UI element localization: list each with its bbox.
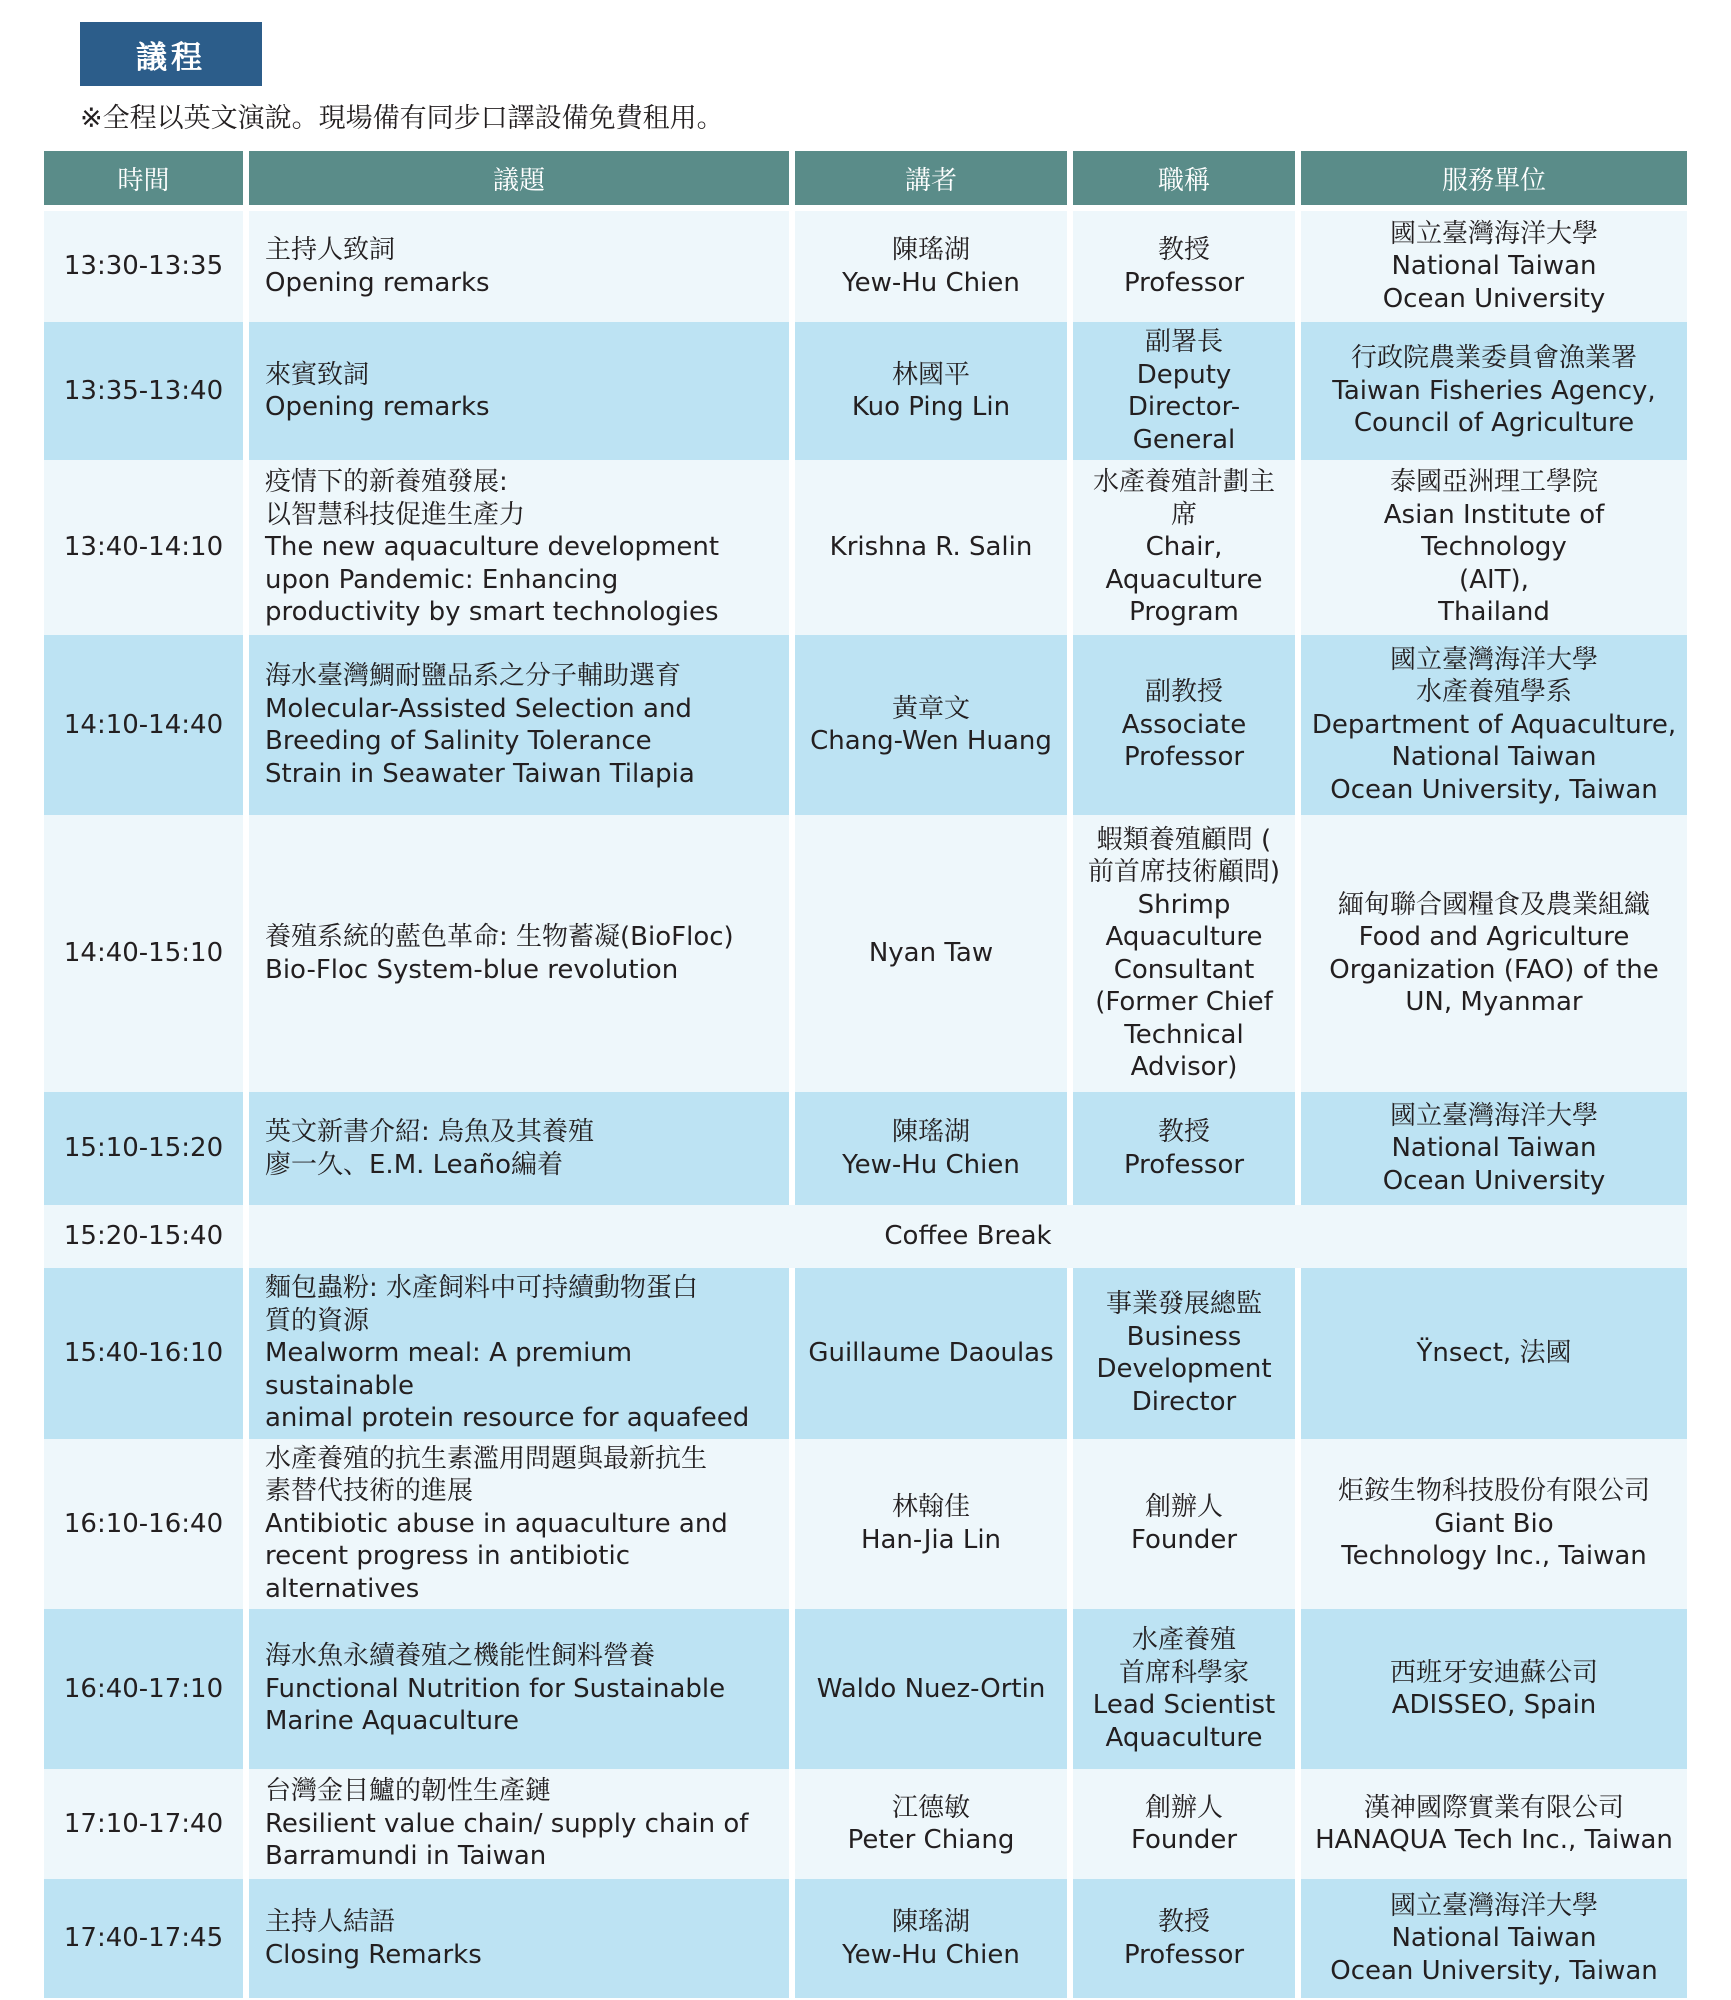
agenda-row (44, 1092, 1687, 1205)
topic-line: Resilient value chain/ supply chain of (265, 1808, 749, 1839)
topic-cell (249, 815, 789, 1092)
time-cell: 15:10-15:20 (44, 1092, 243, 1205)
speaker-cell (795, 815, 1067, 1092)
col-header-topic: 議題 (249, 151, 789, 211)
organization-line: 緬甸聯合國糧食及農業組織 (1337, 889, 1650, 920)
topic-line: Closing Remarks (265, 1939, 482, 1970)
speaker-cell (795, 211, 1067, 322)
topic-line: Marine Aquaculture (265, 1706, 520, 1737)
agenda-row (44, 1268, 1687, 1439)
agenda-row (44, 460, 1687, 635)
job-title-line: Business (1126, 1321, 1242, 1352)
topic-line: 素替代技術的進展 (265, 1476, 474, 1506)
job-title-line: 創辦人 (1144, 1492, 1223, 1523)
speaker-line: Nyan Taw (868, 938, 994, 969)
organization-line: 炬銨生物科技股份有限公司 (1337, 1476, 1650, 1506)
agenda-row (44, 1609, 1687, 1769)
speaker-line: Yew-Hu Chien (842, 267, 1020, 298)
organization-line: Organization (FAO) of the (1329, 954, 1659, 985)
job-title-cell (1073, 460, 1295, 635)
organization-cell (1301, 1439, 1687, 1610)
topic-line: Molecular-Assisted Selection and (265, 693, 692, 724)
organization-cell (1301, 211, 1687, 322)
organization-line: 水產養殖學系 (1415, 677, 1572, 708)
job-title-line: Shrimp (1137, 889, 1231, 920)
organization-line: 泰國亞洲理工學院 (1389, 467, 1598, 498)
speaker-line: Yew-Hu Chien (842, 1939, 1020, 1970)
organization-line: Technology (1421, 532, 1567, 563)
organization-line: National Taiwan (1391, 742, 1597, 773)
job-title-line: 副署長 (1144, 327, 1223, 357)
job-title-line: Aquaculture (1105, 1722, 1263, 1753)
organization-line: Food and Agriculture (1358, 922, 1630, 952)
topic-line: animal protein resource for aquafeed (265, 1403, 750, 1433)
job-title-line: 事業發展總監 (1105, 1289, 1262, 1320)
organization-cell (1301, 1092, 1687, 1205)
organization-line: ADISSEO, Spain (1391, 1690, 1597, 1720)
speaker-line: Peter Chiang (847, 1825, 1015, 1855)
speaker-line: Krishna R. Salin (829, 532, 1033, 563)
agenda-row (44, 322, 1687, 460)
section-heading: 議程 (80, 22, 262, 86)
job-title-line: 水產養殖 (1131, 1625, 1236, 1655)
organization-line: HANAQUA Tech Inc., Taiwan (1315, 1825, 1673, 1855)
speaker-line: 林翰佳 (891, 1492, 970, 1523)
speaker-line: Han-Jia Lin (860, 1524, 1002, 1555)
organization-line: 國立臺灣海洋大學 (1389, 218, 1598, 249)
topic-cell (249, 1609, 789, 1769)
organization-line: Ocean University, Taiwan (1330, 774, 1658, 805)
job-title-line: Aquaculture (1105, 564, 1263, 595)
agenda-table (38, 151, 1693, 1998)
agenda-row (44, 1205, 1687, 1268)
time-cell: 13:40-14:10 (44, 460, 243, 635)
organization-line: Asian Institute of (1383, 499, 1605, 530)
topic-line: upon Pandemic: Enhancing (265, 564, 619, 595)
agenda-row (44, 815, 1687, 1092)
topic-line: Opening remarks (265, 267, 490, 298)
time-cell: 13:35-13:40 (44, 322, 243, 460)
job-title-cell (1073, 1609, 1295, 1769)
job-title-cell (1073, 815, 1295, 1092)
job-title-line: Development (1096, 1354, 1272, 1385)
organization-line: Giant Bio (1434, 1508, 1554, 1539)
topic-cell (249, 211, 789, 322)
speaker-line: Guillaume Daoulas (808, 1338, 1054, 1368)
organization-cell (1301, 815, 1687, 1092)
topic-cell (249, 322, 789, 460)
job-title-line: Director-General (1127, 392, 1241, 455)
job-title-line: Associate (1121, 709, 1247, 740)
organization-line: 西班牙安迪蘇公司 (1389, 1657, 1598, 1688)
speaker-line: 陳瑤湖 (891, 235, 970, 265)
organization-line: Ocean University, Taiwan (1330, 1955, 1658, 1986)
coffee-break-cell: Coffee Break (249, 1205, 1687, 1268)
job-title-line: Professor (1123, 267, 1245, 298)
time-cell: 16:10-16:40 (44, 1439, 243, 1610)
topic-line: Functional Nutrition for Sustainable (265, 1673, 726, 1704)
speaker-cell (795, 322, 1067, 460)
time-cell: 15:40-16:10 (44, 1268, 243, 1439)
job-title-cell (1073, 1092, 1295, 1205)
topic-cell (249, 635, 789, 815)
time-cell: 14:40-15:10 (44, 815, 243, 1092)
topic-line: 廖一久、E.M. Leaño編着 (265, 1149, 563, 1180)
job-title-line: Consultant (1113, 954, 1255, 985)
interpretation-note: ※全程以英文演說。現場備有同步口譯設備免費租用。 (80, 103, 724, 134)
speaker-cell (795, 1769, 1067, 1879)
job-title-cell (1073, 322, 1295, 460)
organization-line: 漢神國際實業有限公司 (1363, 1792, 1624, 1823)
time-cell: 14:10-14:40 (44, 635, 243, 815)
organization-cell (1301, 1268, 1687, 1439)
job-title-line: (Former Chief (1095, 987, 1273, 1017)
topic-line: 以智慧科技促進生產力 (265, 499, 526, 530)
topic-line: Antibiotic abuse in aquaculture and (265, 1508, 728, 1539)
agenda-row (44, 1439, 1687, 1610)
organization-line: Department of Aquaculture, (1311, 709, 1677, 740)
speaker-cell (795, 1092, 1067, 1205)
topic-line: 疫情下的新養殖發展: (265, 467, 508, 498)
job-title-line: Deputy (1136, 359, 1232, 390)
time-cell: 17:40-17:45 (44, 1879, 243, 1998)
organization-line: Ocean University (1382, 283, 1606, 314)
organization-line: National Taiwan (1391, 1133, 1597, 1164)
job-title-cell (1073, 635, 1295, 815)
speaker-line: Kuo Ping Lin (851, 392, 1011, 422)
organization-line: Technology Inc., Taiwan (1341, 1541, 1647, 1571)
topic-line: 質的資源 (265, 1305, 370, 1336)
organization-line: 國立臺灣海洋大學 (1389, 644, 1598, 675)
topic-line: Bio-Floc System-blue revolution (265, 954, 679, 985)
job-title-line: 創辦人 (1144, 1792, 1223, 1823)
job-title-line: 教授 (1157, 235, 1210, 265)
topic-line: 主持人致詞 (265, 235, 396, 265)
organization-cell (1301, 635, 1687, 815)
job-title-cell (1073, 1439, 1295, 1610)
agenda-rows (44, 211, 1687, 1998)
topic-line: 台灣金目鱸的韌性生產鏈 (265, 1776, 552, 1807)
organization-line: 國立臺灣海洋大學 (1389, 1100, 1598, 1131)
organization-cell (1301, 322, 1687, 460)
job-title-line: Professor (1123, 1149, 1245, 1180)
speaker-line: 陳瑤湖 (891, 1117, 970, 1147)
job-title-cell (1073, 1879, 1295, 1998)
topic-line: 英文新書介紹: 烏魚及其養殖 (265, 1117, 595, 1147)
col-header-organization: 服務單位 (1301, 151, 1687, 211)
speaker-line: 黃章文 (891, 693, 970, 724)
topic-line: Mealworm meal: A premium sustainable (265, 1338, 633, 1401)
topic-line: Breeding of Salinity Tolerance (265, 726, 652, 756)
time-cell: 17:10-17:40 (44, 1769, 243, 1879)
table-header-row (44, 151, 1687, 211)
speaker-line: Yew-Hu Chien (842, 1149, 1020, 1180)
job-title-cell (1073, 211, 1295, 322)
job-title-line: Lead Scientist (1092, 1690, 1276, 1720)
topic-cell (249, 1092, 789, 1205)
job-title-line: Director (1131, 1386, 1237, 1417)
speaker-line: 陳瑤湖 (891, 1907, 970, 1937)
organization-line: Ÿnsect, 法國 (1416, 1338, 1572, 1368)
time-cell: 13:30-13:35 (44, 211, 243, 322)
speaker-line: 江德敏 (891, 1792, 970, 1823)
topic-line: recent progress in antibiotic alternatives (265, 1541, 630, 1604)
agenda-row (44, 635, 1687, 815)
topic-line: 養殖系統的藍色革命: 生物蓄凝(BioFloc) (265, 922, 734, 952)
job-title-line: 教授 (1157, 1117, 1210, 1147)
topic-line: Barramundi in Taiwan (265, 1841, 547, 1872)
speaker-line: 林國平 (891, 359, 970, 390)
organization-line: National Taiwan (1391, 251, 1597, 282)
agenda-row (44, 1769, 1687, 1879)
organization-line: UN, Myanmar (1405, 987, 1583, 1017)
col-header-title: 職稱 (1073, 151, 1295, 211)
job-title-line: 副教授 (1144, 677, 1223, 708)
job-title-line: Professor (1123, 1939, 1245, 1970)
organization-line: (AIT), (1459, 564, 1529, 595)
job-title-line: Program (1129, 597, 1239, 628)
organization-cell (1301, 460, 1687, 635)
organization-line: 行政院農業委員會漁業署 (1350, 343, 1637, 374)
speaker-cell (795, 1268, 1067, 1439)
job-title-line: 蝦類養殖顧問 ( (1096, 824, 1272, 855)
job-title-line: Aquaculture (1105, 922, 1263, 952)
time-cell: 15:20-15:40 (44, 1205, 243, 1268)
topic-line: productivity by smart technologies (265, 597, 719, 628)
topic-line: The new aquaculture development (265, 532, 720, 563)
topic-line: 水產養殖的抗生素濫用問題與最新抗生 (265, 1443, 708, 1474)
topic-line: 麵包蟲粉: 水產飼料中可持續動物蛋白 (265, 1273, 699, 1303)
organization-line: Council of Agriculture (1353, 408, 1635, 439)
job-title-line: Professor (1123, 742, 1245, 773)
topic-cell (249, 1268, 789, 1439)
speaker-line: Waldo Nuez-Ortin (816, 1673, 1046, 1704)
speaker-cell (795, 460, 1067, 635)
agenda-row (44, 211, 1687, 322)
speaker-line: Chang-Wen Huang (810, 726, 1052, 756)
job-title-line: 水產養殖計劃主席 (1092, 467, 1275, 530)
organization-line: 國立臺灣海洋大學 (1389, 1890, 1598, 1921)
time-cell: 16:40-17:10 (44, 1609, 243, 1769)
job-title-line: 前首席技術顧問) (1087, 857, 1281, 887)
speaker-cell (795, 1439, 1067, 1610)
topic-cell (249, 1439, 789, 1610)
col-header-speaker: 講者 (795, 151, 1067, 211)
organization-cell (1301, 1879, 1687, 1998)
organization-line: National Taiwan (1391, 1923, 1597, 1954)
topic-line: 海水臺灣鯛耐鹽品系之分子輔助選育 (265, 661, 682, 691)
job-title-line: 教授 (1157, 1907, 1210, 1937)
organization-line: Taiwan Fisheries Agency, (1332, 375, 1656, 406)
job-title-line: Advisor) (1130, 1052, 1238, 1082)
job-title-line: 首席科學家 (1118, 1657, 1249, 1688)
topic-cell (249, 460, 789, 635)
topic-line: 來賓致詞 (265, 359, 370, 390)
job-title-line: Technical (1124, 1019, 1244, 1050)
topic-line: 海水魚永續養殖之機能性飼料營養 (265, 1641, 656, 1672)
speaker-cell (795, 1609, 1067, 1769)
job-title-cell (1073, 1268, 1295, 1439)
agenda-row (44, 1879, 1687, 1998)
organization-line: Thailand (1438, 597, 1550, 628)
job-title-line: Chair, (1145, 532, 1223, 563)
organization-cell (1301, 1609, 1687, 1769)
topic-line: Strain in Seawater Taiwan Tilapia (265, 758, 695, 789)
job-title-cell (1073, 1769, 1295, 1879)
speaker-cell (795, 1879, 1067, 1998)
job-title-line: Founder (1130, 1524, 1238, 1555)
speaker-cell (795, 635, 1067, 815)
topic-cell (249, 1769, 789, 1879)
organization-cell (1301, 1769, 1687, 1879)
col-header-time: 時間 (44, 151, 243, 211)
job-title-line: Founder (1130, 1825, 1238, 1855)
topic-cell (249, 1879, 789, 1998)
topic-line: Opening remarks (265, 392, 490, 422)
topic-line: 主持人結語 (265, 1907, 396, 1937)
organization-line: Ocean University (1382, 1165, 1606, 1196)
